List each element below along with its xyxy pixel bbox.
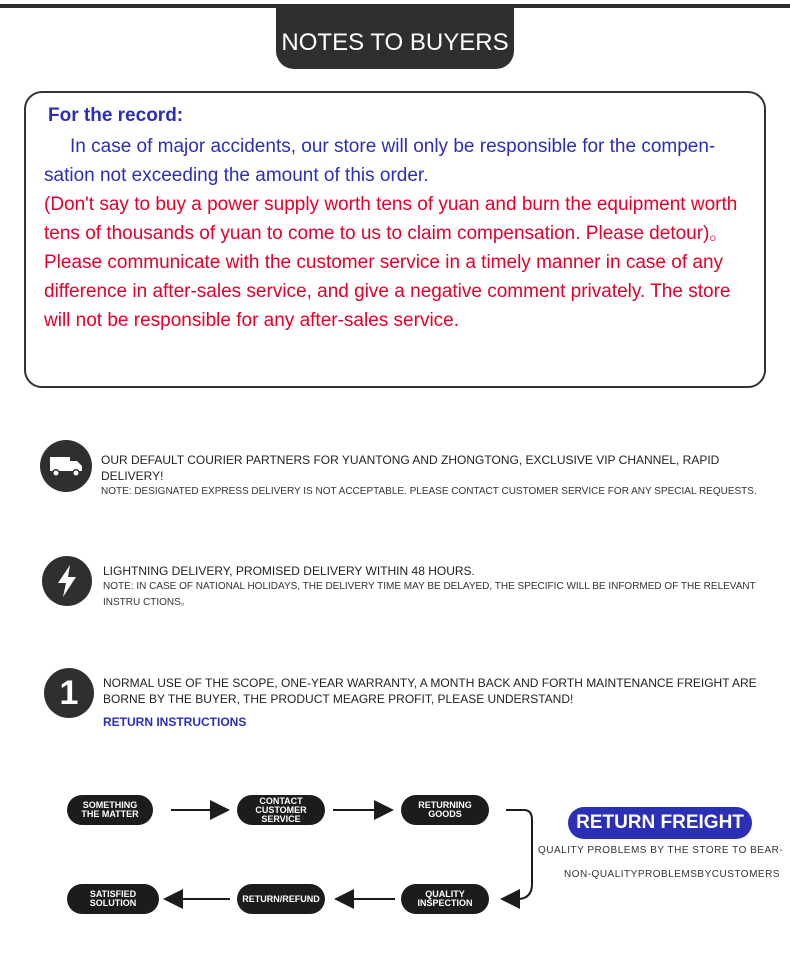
page-title: NOTES TO BUYERS [276,4,514,69]
record-warning: (Don't say to buy a power supply worth tens of yuan and burn the equipment worth tens of thousands of yuan to come to us to claim compensation. Please detour)。 [44,194,738,244]
lightning-note-text: NOTE: IN CASE OF NATIONAL HOLIDAYS, THE DELIVERY TIME MAY BE DELAYED, THE SPECIFIC WILL BE INFORMED OF THE RELEVANT INSTRU CTIONS。 [103,581,756,608]
lightning-main-text: LIGHTNING DELIVERY, PROMISED DELIVERY WITHIN 48 HOURS. [103,564,475,578]
step-contact-customer-service: CONTACT CUSTOMER SERVICE [237,795,325,825]
step-return-refund: RETURN/REFUND [237,884,325,914]
record-line-2: sation not exceeding the amount of this order. [44,165,429,186]
warranty-main-text: NORMAL USE OF THE SCOPE, ONE-YEAR WARRANTY, A MONTH BACK AND FORTH MAINTENANCE FREIGHT ARE BORNE BY THE BUYER, THE PRODUCT MEAGRE PROFIT, PLEASE UNDERSTAND! [103,676,757,706]
arrow-3-curve [502,810,532,899]
step-returning-goods: RETURNING GOODS [401,795,489,825]
record-line-1: In case of major accidents, our store will only be responsible for the compen- [70,136,716,157]
return-instructions-link[interactable]: RETURN INSTRUCTIONS [103,715,247,729]
step-quality-inspection: QUALITY INSPECTION [401,884,489,914]
step-satisfied-solution: SATISFIED SOLUTION [67,884,159,914]
courier-main-text: OUR DEFAULT COURIER PARTNERS FOR YUANTONG AND ZHONGTONG, EXCLUSIVE VIP CHANNEL, RAPID DELIVERY! [101,453,720,483]
number-one-icon: 1 [44,668,94,718]
freight-line-2: NON-QUALITYPROBLEMSBYCUSTOMERS [564,869,780,880]
record-heading: For the record: [48,105,184,126]
freight-line-1: QUALITY PROBLEMS BY THE STORE TO BEAR- [538,845,784,856]
courier-note-text: NOTE: DESIGNATED EXPRESS DELIVERY IS NOT ACCEPTABLE. PLEASE CONTACT CUSTOMER SERVICE FOR ANY SPECIAL REQUESTS. [101,486,757,497]
record-advice: Please communicate with the customer service in a timely manner in case of any difference in after-sales service, and give a negative comment privately. The store will not be responsible for any after-sales service. [44,252,731,331]
return-freight-badge: RETURN FREIGHT [568,807,752,839]
step-something-the-matter: SOMETHING THE MATTER [67,795,153,825]
